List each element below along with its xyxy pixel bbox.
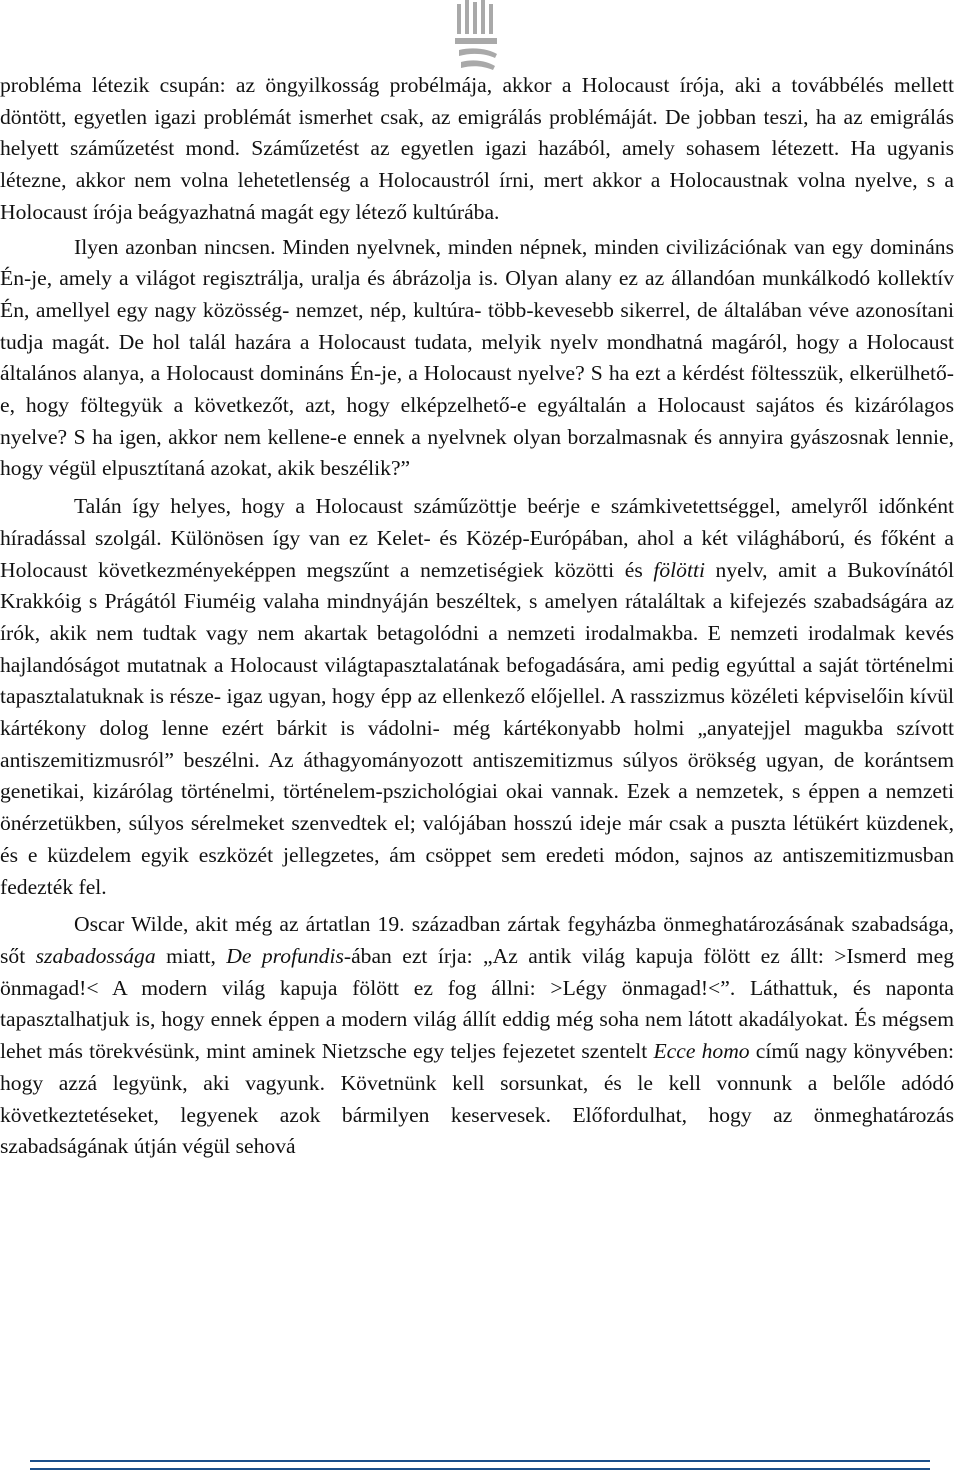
italic-text: De profundis — [226, 943, 344, 968]
publisher-logo-icon — [451, 0, 503, 74]
footer-divider — [30, 1460, 930, 1470]
italic-text: Ecce homo — [653, 1039, 750, 1064]
italic-text: fölötti — [653, 557, 705, 582]
paragraph: Talán így helyes, hogy a Holocaust száműzöttje beérje e számkivetettséggel, amelyről időnként híradással szolgál. Különösen így van ez Kelet- és Közép-Európában, ahol a két világháború, és főként a Holocaust következményeképpen megszűnt a nemzetiségiek közötti és fölötti nyelv, amit a Bukovínától Krakkóig s Prágától Fiuméig valaha mindnyáján beszéltek, s amelyen rátaláltak a kifejezés szabadságára az írók, akik nem tudtak vagy nem akartak betagolódni a nemzeti irodalmakba. E nemzeti irodalmak kevés hajlandóságot mutatnak a Holocaust világtapasztalatának befogadására, ami pedig egyúttal a saját történelmi tapasztalatuknak is része- igaz ugyan, hogy épp az ellenkező előjellel. A rasszizmus közéleti képviselőin kívül kártékony dolog lenne ezért bárkit is vádolni- még kártékonyabb holmi „anyatejjel magukba szívott antiszemitizmusról” beszélni. Az áthagyományozott antiszemitizmus súlyos örökség ugyan, de korántsem genetikai, kizárólag történelmi, történelem-pszichológiai okai vannak. Ezek a nemzetek, s éppen a nemzeti önérzetükben, súlyos sérelmeket szenvedtek el; valójában hosszú ideje már csak a puszta létükért küzdenek, és e küzdelem egyik eszközét jellegzetes, ám csöppet sem eredeti módon, sajnos az antiszemitizmusban fedezték fel. — [0, 494, 955, 899]
paragraph: Ilyen azonban nincsen. Minden nyelvnek, minden népnek, minden civilizációnak van egy domináns Én-je, amely a világot regisztrálja, uralja és ábrázolja is. Olyan alany ez az állandóan munkálkodó kollektív Én, amellyel egy nagy közösség- nemzet, nép, kultúra- több-kevesebb sikerrel, de általában véve azonosítani tudja magát. De hol talál hazára a Holocaust tudata, melyik nyelv mondhatná magáról, hogy a Holocaust általános alanya, a Holocaust domináns Én-je, a Holocaust nyelve? S ha ezt a kérdést föltesszük, elkerülhető-e, hogy föltegyük a következőt, azt, hogy elképzelhető-e egyáltalán a Holocaust sajátos és kizárólagos nyelve? S ha igen, akkor nem kellene-e ennek a nyelvnek olyan borzalmasnak és annyira gyászosnak lennie, hogy végül elpusztítaná azokat, akik beszélik?” — [0, 234, 954, 481]
paragraph: probléma létezik csupán: az öngyilkosság probélmája, akkor a Holocaust írója, aki a továbbélés mellett döntött, egyetlen igazi problémát ismerhet csak, az emigrálás problémáját. De jobban teszi, ha az emigrálás helyett száműzetést mond. Száműzetést az egyetlen igazi hazából, amely sohasem létezett. Ha ugyanis létezne, akkor nem volna lehetetlenség a Holocaustról írni, mert akkor a Holocaustnak volna nyelve, s a Holocaust írója beágyazhatná magát egy létező kultúrába. — [0, 73, 954, 224]
document-body — [0, 70, 954, 1163]
italic-text: szabadossága — [35, 943, 156, 968]
paragraph: Oscar Wilde, akit még az ártatlan 19. században zártak fegyházba önmeghatározásának szabadsága, sőt szabadossága miatt, De profundis-ában ezt írja: „Az antik világ kapuja fölött ez állt: >Ismerd meg önmagad!< A modern világ kapuja fölött ez fog állni: >Légy önmagad!<”. Láthattuk, és naponta tapasztalhatjuk is, hogy ennek éppen a modern világ állít eddig még soha nem látott akadályokat. És mégsem lehet más törekvésünk, mint aminek Nietzsche egy teljes fejezetet szentelt Ecce homo című nagy könyvében: hogy azzá legyünk, aki vagyunk. Követnünk kell sorsunkat, és le kell vonnunk a belőle adódó következtetéseket, legyenek azok bármilyen keservesek. Előfordulhat, hogy az önmeghatározás szabadságának útján végül sehová — [0, 912, 955, 1159]
